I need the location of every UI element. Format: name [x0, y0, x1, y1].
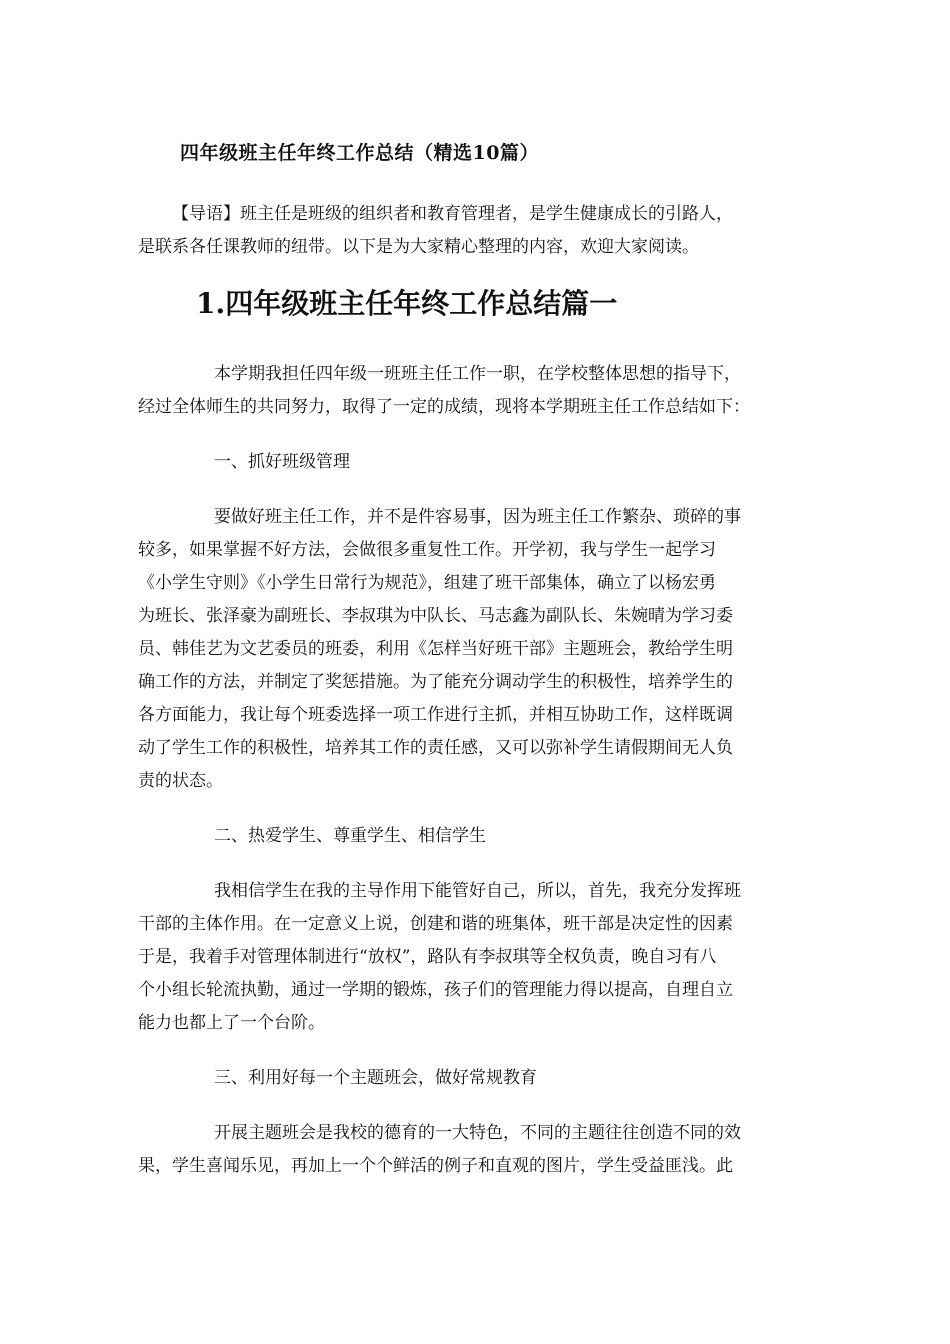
- paragraph-line: 二、热爱学生、尊重学生、相信学生: [214, 826, 486, 846]
- paragraph-line: 动了学生工作的积极性，培养其工作的责任感，又可以弥补学生请假期间无人负: [138, 738, 733, 758]
- paragraph-line: 干部的主体作用。在一定意义上说，创建和谐的班集体，班干部是决定性的因素: [138, 914, 733, 934]
- document-title: 四年级班主任年终工作总结（精选10篇）: [180, 142, 539, 164]
- paragraph-line: 一、抓好班级管理: [214, 452, 350, 472]
- paragraph-line: 本学期我担任四年级一班班主任工作一职，在学校整体思想的指导下，: [214, 364, 741, 384]
- paragraph-line: 经过全体师生的共同努力，取得了一定的成绩，现将本学期班主任工作总结如下：: [138, 397, 750, 417]
- paragraph-line: 开展主题班会是我校的德育的一大特色，不同的主题往往创造不同的效: [214, 1123, 741, 1143]
- paragraph-line: 责的状态。: [138, 771, 223, 791]
- paragraph-line: 确工作的方法，并制定了奖惩措施。为了能充分调动学生的积极性，培养学生的: [138, 672, 733, 692]
- paragraph-line: 较多，如果掌握不好方法，会做很多重复性工作。开学初，我与学生一起学习: [138, 540, 716, 560]
- paragraph-line: 《小学生守则》《小学生日常行为规范》，组建了班干部集体，确立了以杨宏勇: [138, 573, 716, 593]
- paragraph-line: 员、韩佳艺为文艺委员的班委，利用《怎样当好班干部》主题班会，教给学生明: [138, 639, 733, 659]
- paragraph-line: 三、利用好每一个主题班会，做好常规教育: [214, 1068, 537, 1088]
- subsection-heading: [138, 820, 814, 853]
- intro-paragraph: [138, 198, 818, 264]
- document-body: [138, 358, 814, 1183]
- paragraph-line: 为班长、张泽豪为副班长、李叔琪为中队长、马志鑫为副队长、朱婉晴为学习委: [138, 606, 733, 626]
- body-paragraph: [138, 1117, 814, 1183]
- paragraph-line: 个小组长轮流执勤，通过一学期的锻炼，孩子们的管理能力得以提高，自理自立: [138, 980, 733, 1000]
- subsection-heading: [138, 1062, 814, 1095]
- body-paragraph: [138, 875, 814, 1040]
- body-paragraph: [138, 501, 814, 798]
- paragraph-line: 于是，我着手对管理体制进行“放权”，路队有李叔琪等全权负责，晚自习有八: [138, 947, 717, 967]
- section-heading: 1.四年级班主任年终工作总结篇一: [196, 287, 618, 320]
- paragraph-line: 要做好班主任工作，并不是件容易事，因为班主任工作繁杂、琐碎的事: [214, 507, 741, 527]
- paragraph-line: 各方面能力，我让每个班委选择一项工作进行主抓，并相互协助工作，这样既调: [138, 705, 733, 725]
- intro-line: 是联系各任课教师的纽带。以下是为大家精心整理的内容，欢迎大家阅读。: [138, 237, 699, 257]
- paragraph-line: 果，学生喜闻乐见，再加上一个个鲜活的例子和直观的图片，学生受益匪浅。此: [138, 1156, 733, 1176]
- body-paragraph: [138, 358, 814, 424]
- paragraph-line: 能力也都上了一个台阶。: [138, 1013, 325, 1033]
- subsection-heading: [138, 446, 814, 479]
- paragraph-line: 我相信学生在我的主导作用下能管好自己，所以，首先，我充分发挥班: [214, 881, 741, 901]
- intro-line: 【导语】班主任是班级的组织者和教育管理者，是学生健康成长的引路人，: [172, 204, 733, 224]
